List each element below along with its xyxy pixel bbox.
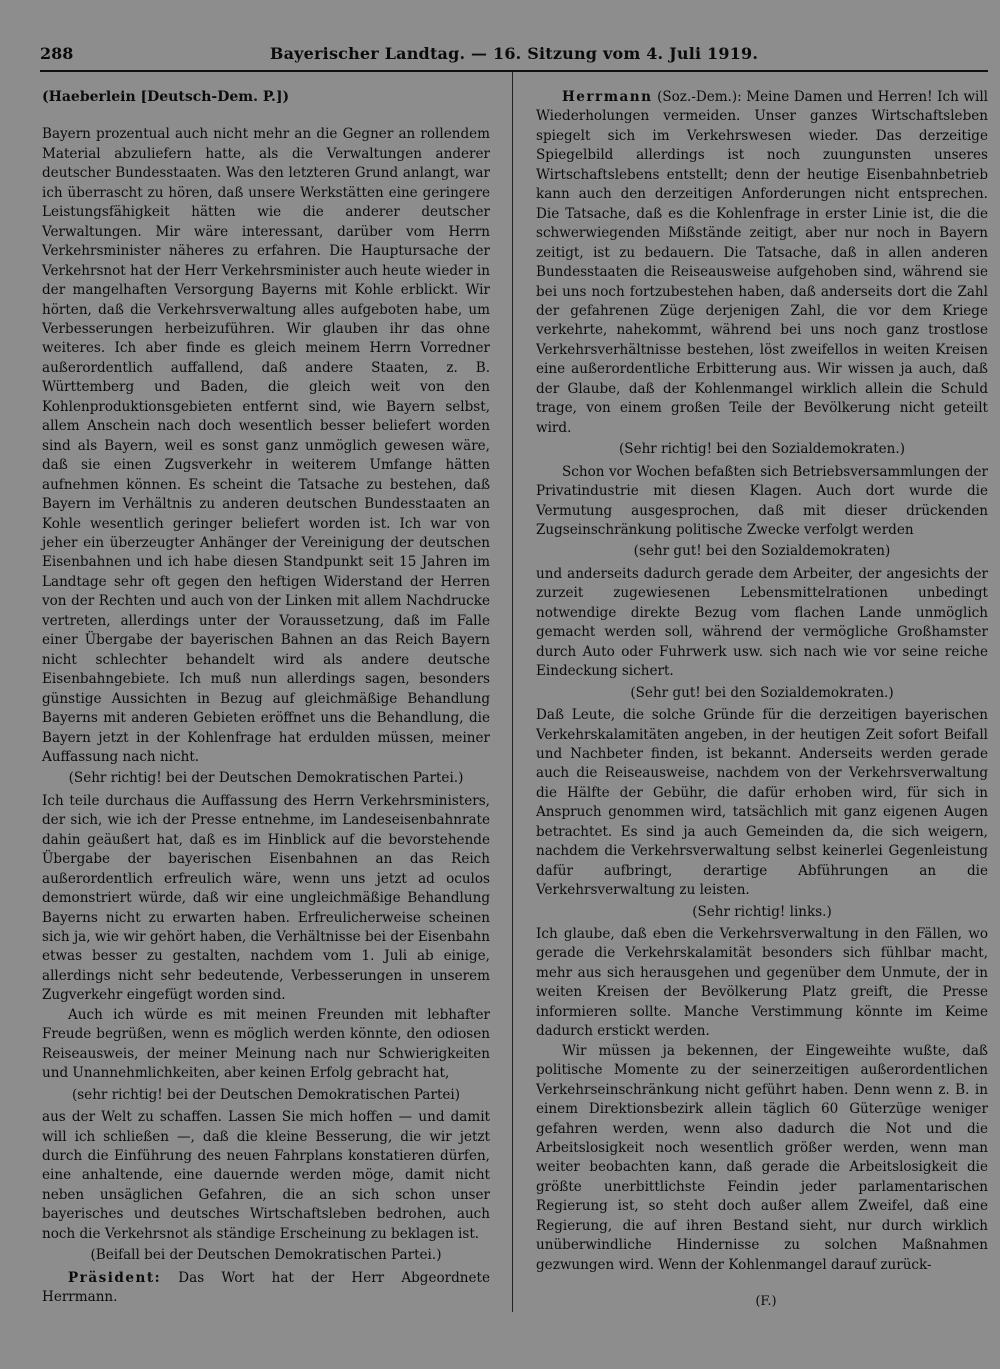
- paragraph: Schon vor Wochen befaßten sich Betriebsversammlungen der Privatindustrie mit diesen Klagen. Auch dort wurde die Vermutung ausgesprochen, daß mit dieser drückenden Zugseinschränkung politische Zwecke verfolgt werden: [536, 463, 988, 538]
- interjection: (Beifall bei der Deutschen Demokratischen Partei.): [90, 1247, 442, 1264]
- speaker-name: Präsident:: [68, 1269, 162, 1286]
- interjection: (sehr richtig! bei der Deutschen Demokratischen Partei): [71, 1086, 461, 1103]
- page-header: [40, 44, 988, 72]
- interjection: (Sehr richtig! bei der Deutschen Demokratischen Partei.): [68, 770, 464, 787]
- paragraph: aus der Welt zu schaffen. Lassen Sie mich hoffen — und damit will ich schließen —, daß die kleine Besserung, die wir jetzt durch die Einführung des neuen Fahrplans konstatieren dürfen, eine anhaltende, eine dauernde werden möge, damit nicht neben unsäglichen Gefahren, die an sich schon unser bayerisches und deutsches Wirtschaftsleben bedrohen, auch noch die Verkehrsnot als ständige Erscheinung zu beklagen ist.: [42, 1109, 490, 1242]
- paragraph: Wir müssen ja bekennen, der Eingeweihte wußte, daß politische Momente zu der seinerzeitigen außerordentlichen Verkehrseinschränkung nicht geführt haben. Denn wenn z. B. in einem Direktionsbezirk allein täglich 60 Güterzüge weniger gefahren werden, wenn also dadurch die Not und die Arbeitslosigkeit noch wesentlich größer werden, wenn man weiter beobachten kann, daß gerade die Arbeitslosigkeit die größte unerbittlichste Feindin jeder parlamentarischen Regierung ist, so steht doch außer allem Zweifel, daß eine Regierung, die auf ihren Bestand sieht, nur durch wirklich unüberwindliche Hindernisse zu solchen Maßnahmen gezwungen wird. Wenn der Kohlenmangel darauf zurück-: [536, 1042, 988, 1273]
- paragraph: Daß Leute, die solche Gründe für die derzeitigen bayerischen Verkehrskalamitäten angeben, in der heutigen Zeit sofort Beifall und Nachbeter finden, ist bekannt. Anderseits werden gerade auch die Reiseausweise, nachdem von der Verkehrsverwaltung die Hälfte der Gebühr, die dafür erhoben wird, für sich in Anspruch genommen wird, tatsächlich mit ganz eigenen Augen betrachtet. Es sind ja auch Gemeinden da, die sich weigern, nachdem die Verkehrsverwaltung selbst keinerlei Gegenleistung dafür aufbringt, derartige Abführungen an die Verkehrsverwaltung zu leisten.: [536, 707, 988, 899]
- interjection: (Sehr richtig! links.): [692, 903, 832, 920]
- column-divider: [512, 72, 513, 1312]
- paragraph: Auch ich würde es mit meinen Freunden mit lebhafter Freude begrüßen, wenn es möglich werden könnte, den odiosen Reiseausweis, der meiner Meinung nach nur Schwierigkeiten und Unannehmlichkeiten, aber keinen Erfolg gebracht hat,: [42, 1006, 490, 1082]
- paragraph: [536, 88, 988, 438]
- speech-text: Das Wort hat der Herr Abgeordnete Herrmann.: [42, 1269, 490, 1306]
- running-title: Bayerischer Landtag. — 16. Sitzung vom 4. Juli 1919.: [269, 44, 759, 63]
- paragraph: und anderseits dadurch gerade dem Arbeiter, der angesichts der zurzeit zugewiesenen Lebensmittelrationen unbedingt notwendige direkte Bezug vom flachen Lande unmöglich gemacht werden soll, während der vermögliche Großhamster durch Auto oder Fuhrwerk usw. sich nach wie vor seine reiche Eindeckung sichert.: [536, 565, 988, 680]
- speaker-heading: (Haeberlein [Deutsch-Dem. P.]): [42, 89, 290, 105]
- page-number: 288: [40, 44, 74, 63]
- paragraph: Ich teile durchaus die Auffassung des Herrn Verkehrsministers, der sich, wie ich der Presse entnehme, im Landeseisenbahnrate dahin geäußert hat, daß es im Hinblick auf die bevorstehende Übergabe der bayerischen Eisenbahnen an das Reich außerordentlich erfreulich wäre, wenn uns jetzt ad oculos demonstriert würde, daß wir eine ungleichmäßige Behandlung Bayerns nicht zu erwarten haben. Erfreulicherweise scheinen sich ja, wie wir gehört haben, die Verhältnisse bei der Eisenbahn etwas besser zu gestalten, nachdem vom 1. Juli ab einige, allerdings nicht sehr bedeutende, Verbesserungen in unserem Zugverkehr eingefügt worden sind.: [42, 792, 490, 1004]
- speech-text: (Soz.-Dem.): Meine Damen und Herren! Ich will Wiederholungen vermeiden. Unser ganzes Wirtschaftsleben spiegelt sich im Verkehrswesen wieder. Das derzeitige Spiegelbild allerdings ist noch zuungunsten unseres Wirtschaftslebens entstellt; denn der heutige Eisenbahnbetrieb kann auch den derzeitigen Anforderungen nicht entsprechen. Die Tatsache, daß es die Kohlenfrage in erster Linie ist, die die schwerwiegenden Mißstände zeitigt, aber nur noch in Bayern zeitigt, ist zu bedauern. Die Tatsache, daß in allen anderen Bundesstaaten die Reiseausweise aufgehoben sind, während sie bei uns noch fortzubestehen haben, daß anderseits dort die Zahl der gefahrenen Züge derjenigen Zahl, die vor dem Kriege verkehrte, nahekommt, während bei uns noch ganz trostlose Verkehrsverhältnisse bestehen, löst zweifellos in weiten Kreisen eine außerordentliche Erbitterung aus. Wir wissen ja auch, daß der Glaube, daß der Kohlenmangel wirklich allein die Schuld trage, von einem großen Teile der Bevölkerung nicht geteilt wird.: [536, 89, 988, 436]
- left-column: [42, 88, 490, 1308]
- interjection: (sehr gut! bei den Sozialdemokraten): [633, 543, 891, 560]
- interjection: (Sehr gut! bei den Sozialdemokraten.): [630, 684, 894, 701]
- speaker-name: Herrmann: [562, 89, 653, 105]
- right-column: [536, 88, 988, 1275]
- paragraph: Ich glaube, daß eben die Verkehrsverwaltung in den Fällen, wo gerade die Verkehrskalamität besonders sich fühlbar macht, mehr aus sich herausgehen und gegenüber dem Unmute, der in weiten Kreisen der Bevölkerung Platz greift, die Presse informieren sollte. Manche Verstimmung könnte im Keime dadurch erstickt werden.: [536, 926, 988, 1040]
- footer-signature: (F.): [755, 1294, 777, 1309]
- interjection: (Sehr richtig! bei den Sozialdemokraten.): [619, 441, 905, 458]
- paragraph: Bayern prozentual auch nicht mehr an die Gegner an rollendem Material abzuliefern hatte, als die Verwaltungen anderer deutscher Bundesstaaten. Was den letzteren Grund anlangt, war ich überrascht zu hören, daß unsere Werkstätten eine geringere Leistungsfähigkeit hätten wie die anderer deutscher Verwaltungen. Mir wäre interessant, darüber vom Herrn Verkehrsminister näheres zu erfahren. Die Hauptursache der Verkehrsnot hat der Herr Verkehrsminister auch heute wieder in der mangelhaften Versorgung Bayerns mit Kohle erblickt. Wir hörten, daß die Verkehrsverwaltung alles aufgeboten habe, um Verbesserungen herbeizuführen. Wir glauben ihr das ohne weiteres. Ich aber finde es gleich meinem Herrn Vorredner außerordentlich auffallend, daß andere Staaten, z. B. Württemberg und Baden, die gleich weit von den Kohlenproduktionsgebieten entfernt sind, wie Bayern selbst, allem Anschein nach doch wesentlich besser beliefert worden sind als Bayern, weil es sonst ganz unmöglich gewesen wäre, daß sie einen Zugsverkehr in weiterem Umfange hätten aufnehmen können. Es scheint die Tatsache zu bestehen, daß Bayern im Verhältnis zu anderen deutschen Bundesstaaten an Kohle wesentlich geringer beliefert worden ist. Ich war von jeher ein überzeugter Anhänger der Vereinigung der deutschen Eisenbahnen und ich habe diesen Standpunkt seit 15 Jahren im Landtage sehr oft gegen den heftigen Widerstand der Herren von der Rechten und auch von der Linken mit allem Nachdrucke vertreten, allerdings unter der Voraussetzung, daß im Falle einer Übergabe der bayerischen Bahnen an das Reich Bayern nicht schlechter behandelt wird als andere deutsche Eisenbahngebiete. Ich muß nun allerdings sagen, besonders günstige Aussichten in Bezug auf gleichmäßige Behandlung Bayerns mit anderen Gebieten eröffnet uns die Behandlung, die Bayern jetzt in der Kohlenfrage hat erdulden müssen, meiner Auffassung nach nicht.: [42, 126, 490, 765]
- paragraph: [42, 1269, 490, 1308]
